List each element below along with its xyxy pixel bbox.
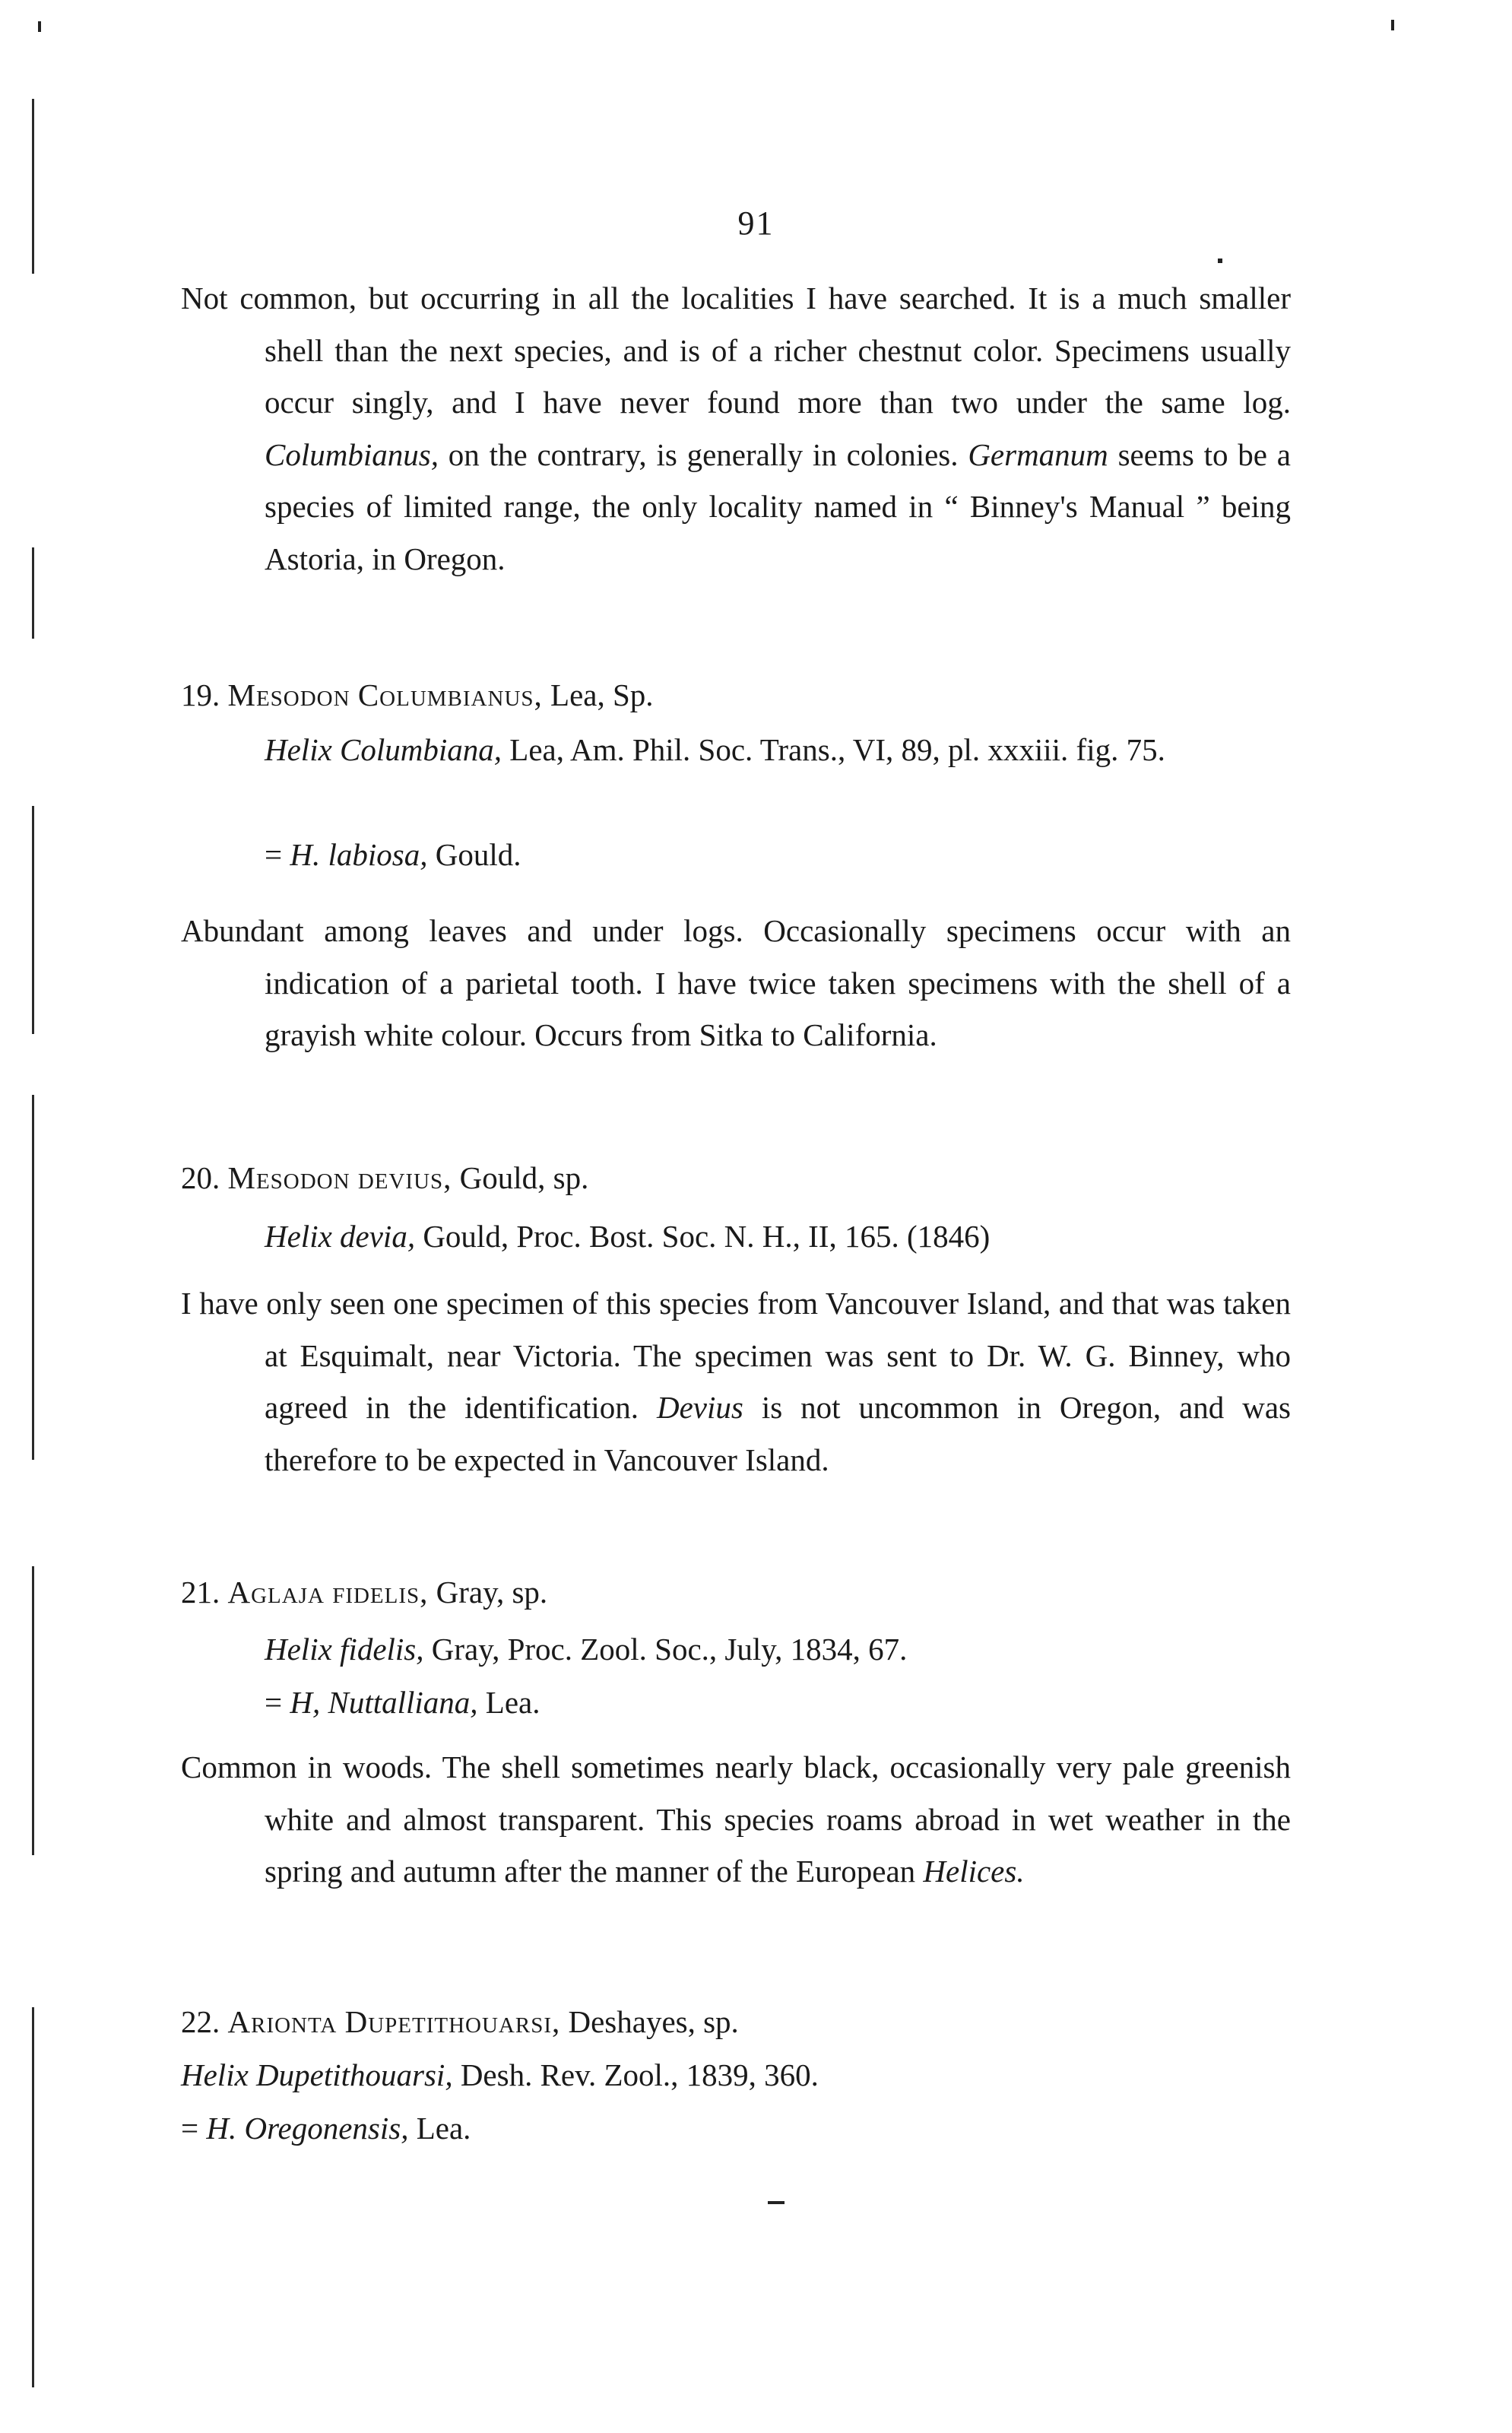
intro-text: Not common, but occurring in all the localities I have searched. It is a much smaller shell than the next species, and is of a richer chestnut color. Specimens usually occur singly, and I have never found more than two under the same log. [181,281,1291,420]
genus-name: Mesodon [227,1160,350,1195]
remarks-21 [181,1741,1291,1898]
citation-rest: Desh. Rev. Zool., 1839, 360. [452,2057,819,2092]
genus-name: Arionta [227,2004,338,2039]
species-name: Columbianus, [357,677,543,712]
citation-rest: Gray, Proc. Zool. Soc., July, 1834, 67. [423,1632,908,1667]
synonym-prefix: = [181,2111,207,2146]
citation-rest: Gould, Proc. Bost. Soc. N. H., II, 165. (1846) [415,1219,991,1254]
synonym-rest: Lea. [477,1685,540,1720]
intro-paragraph [181,272,1291,585]
entry-number: 22. [181,2004,220,2039]
species-name: Dupetithouarsi, [344,2004,561,2039]
citation-italic: Helix Columbiana, [265,732,502,767]
synonym-19 [265,829,1291,880]
remarks-text: Common in woods. The shell sometimes nearly black, occasionally very pale greenish white and almost transparent. This species roams abroad in wet weather in the spring and autumn after the manner of the European [181,1749,1291,1889]
citation-21 [265,1623,1291,1675]
citation-22 [181,2049,1207,2101]
remarks-20 [181,1277,1291,1486]
synonym-italic: H. Oregonensis, [206,2111,409,2146]
scan-edge-line [32,806,34,1034]
synonym-22 [181,2102,1207,2154]
synonym-prefix: = [265,837,290,872]
scan-edge-line [32,99,34,274]
scan-edge-line [32,1095,34,1460]
scan-edge-line [32,547,34,639]
authority: Lea, Sp. [542,677,654,712]
entry-heading-19 [181,669,1291,721]
authority: Gould, sp. [452,1160,589,1195]
citation-19 [265,724,1291,776]
scan-edge-line [32,2007,34,2387]
scan-speck [38,21,41,32]
remarks-italic: Devius [657,1390,743,1425]
synonym-rest: Lea. [408,2111,471,2146]
remarks-19: Abundant among leaves and under logs. Occasionally specimens occur with an indication of a parietal tooth. I have twice taken specimens with the shell of a grayish white colour. Occurs from Sitka to California. [181,913,1291,1052]
citation-rest: Lea, Am. Phil. Soc. Trans., VI, 89, pl. xxxiii. fig. 75. [502,732,1165,767]
citation-20 [265,1210,1291,1262]
synonym-rest: Gould. [427,837,521,872]
scan-speck [1391,20,1394,30]
synonym-21 [265,1676,1291,1728]
scan-edge-line [32,1566,34,1855]
synonym-italic: H. labiosa, [290,837,428,872]
scan-speck [1218,259,1222,263]
species-name: devius, [357,1160,452,1195]
intro-italic: Columbianus, [265,436,439,472]
entry-number: 20. [181,1160,220,1195]
page-number: 91 [737,205,775,242]
entry-heading-22 [181,1996,1291,2048]
authority: Gray, sp. [428,1575,548,1610]
genus-name: Mesodon [227,677,350,712]
synonym-prefix: = [265,1685,290,1720]
synonym-italic: H, Nuttalliana, [290,1685,478,1720]
citation-italic: Helix devia, [265,1219,416,1254]
entry-number: 19. [181,677,220,712]
remarks-italic: Helices. [923,1854,1025,1889]
intro-italic: Germanum [968,436,1108,472]
remarks-text: I have only seen one specimen of this species from Vancouver Island, and that was taken at Esquimalt, near Victoria. The specimen was sent to Dr. W. G. Binney, who agreed in the identification. [181,1286,1291,1425]
remarks-text: is not uncommon in Oregon, and was therefore to be expected in Vancouver Island. [265,1390,1291,1477]
entry-heading-20 [181,1152,1291,1204]
citation-italic: Helix Dupetithouarsi, [181,2057,453,2092]
species-name: fidelis, [332,1575,429,1610]
entry-number: 21. [181,1575,220,1610]
intro-text: seems to be a species of limited range, the only locality named in “ Binney's Manual ” being Astoria, in Oregon. [265,436,1291,576]
stray-mark [768,2201,785,2204]
entry-heading-21 [181,1566,1291,1618]
citation-italic: Helix fidelis, [265,1632,424,1667]
authority: Deshayes, sp. [560,2004,739,2039]
intro-text: on the contrary, is generally in colonies. [438,436,968,472]
genus-name: Aglaja [227,1575,325,1610]
